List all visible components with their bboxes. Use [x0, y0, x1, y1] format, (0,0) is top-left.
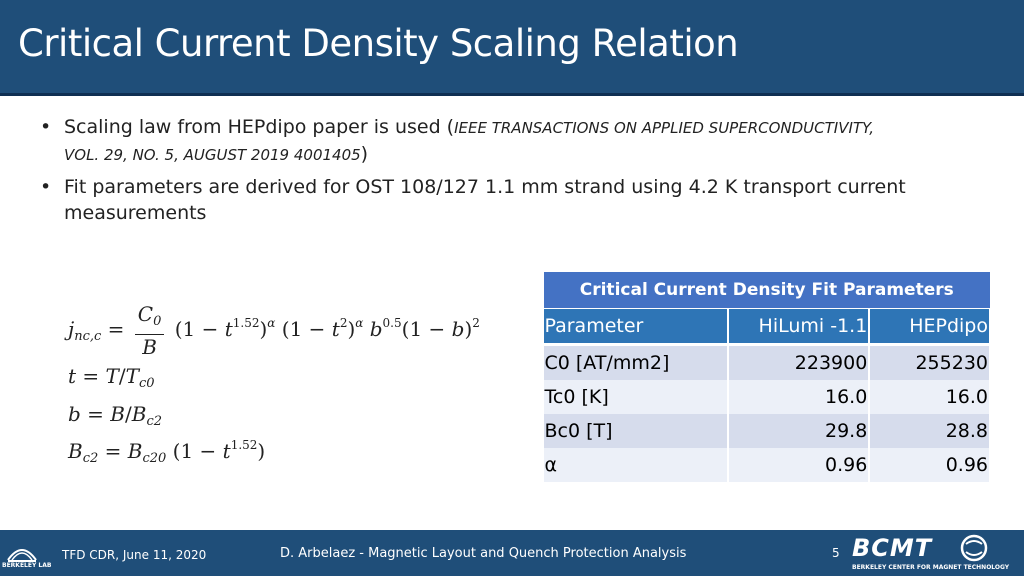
equation-b: $b = B/B_{c2}$ — [68, 402, 163, 429]
table-caption: Critical Current Density Fit Parameters — [544, 272, 991, 309]
bullet-1-ref-line1: IEEE TRANSACTIONS ON APPLIED SUPERCONDUCTIVITY, — [454, 119, 875, 137]
bullet-1-ref-line2: VOL. 29, NO. 5, AUGUST 2019 4001405 — [64, 146, 361, 164]
slide-title: Critical Current Density Scaling Relation — [18, 22, 739, 65]
cell-param: C0 [AT/mm2] — [544, 345, 728, 381]
cell-hilumi: 29.8 — [728, 414, 870, 448]
cell-hilumi: 223900 — [728, 345, 870, 381]
cell-param: Tc0 [K] — [544, 380, 728, 414]
col-header-hepdipo: HEPdipo — [869, 309, 990, 345]
title-bar — [0, 0, 1024, 96]
footer-bar — [0, 530, 1024, 576]
table-row — [544, 448, 991, 482]
equation-bc2: $B_{c2} = B_{c20}$ $(1 - t^{1.52})$ — [68, 438, 266, 466]
bullet-dot-icon: • — [40, 176, 52, 198]
fit-parameters-table — [543, 271, 991, 482]
cell-hilumi: 0.96 — [728, 448, 870, 482]
bcmt-subtitle: BERKELEY CENTER FOR MAGNET TECHNOLOGY — [852, 564, 1010, 571]
berkeley-lab-text: BERKELEY LAB — [2, 562, 52, 569]
cell-param: α — [544, 448, 728, 482]
cell-hilumi: 16.0 — [728, 380, 870, 414]
table-row — [544, 345, 991, 381]
footer-author: D. Arbelaez - Magnetic Layout and Quench Protection Analysis — [280, 546, 687, 561]
table-header-row — [544, 309, 991, 345]
equation-jc: $j_{nc,c}$ = $\frac{C_0}{B}$ $(1 - t^{1.52})^\alpha$ $(1 - t^2)^\alpha$ $b^{0.5}(1 - b)^2$ — [68, 302, 480, 359]
cell-hepdipo: 0.96 — [869, 448, 990, 482]
col-header-hilumi: HiLumi -1.1 — [728, 309, 870, 345]
page-number: 5 — [832, 546, 840, 560]
bcmt-emblem-icon — [960, 534, 988, 562]
bullet-2-text: Fit parameters are derived for OST 108/127 1.1 mm strand using 4.2 K transport current measurements — [64, 176, 906, 224]
cell-param: Bc0 [T] — [544, 414, 728, 448]
table-row — [544, 380, 991, 414]
cell-hepdipo: 28.8 — [869, 414, 990, 448]
bullet-item-1 — [40, 114, 1000, 168]
cell-hepdipo: 16.0 — [869, 380, 990, 414]
table-row — [544, 414, 991, 448]
bullet-1-text: Scaling law from HEPdipo paper is used ( — [64, 116, 455, 138]
cell-hepdipo: 255230 — [869, 345, 990, 381]
equation-t: $t = T/T_{c0}$ — [68, 364, 155, 391]
bullet-item-2 — [40, 174, 1000, 226]
bullet-list — [40, 114, 1000, 232]
col-header-parameter: Parameter — [544, 309, 728, 345]
footer-date: TFD CDR, June 11, 2020 — [62, 548, 207, 562]
bcmt-logo: BCMT — [852, 534, 933, 562]
bullet-1-close: ) — [360, 143, 369, 165]
bullet-dot-icon: • — [40, 116, 52, 138]
